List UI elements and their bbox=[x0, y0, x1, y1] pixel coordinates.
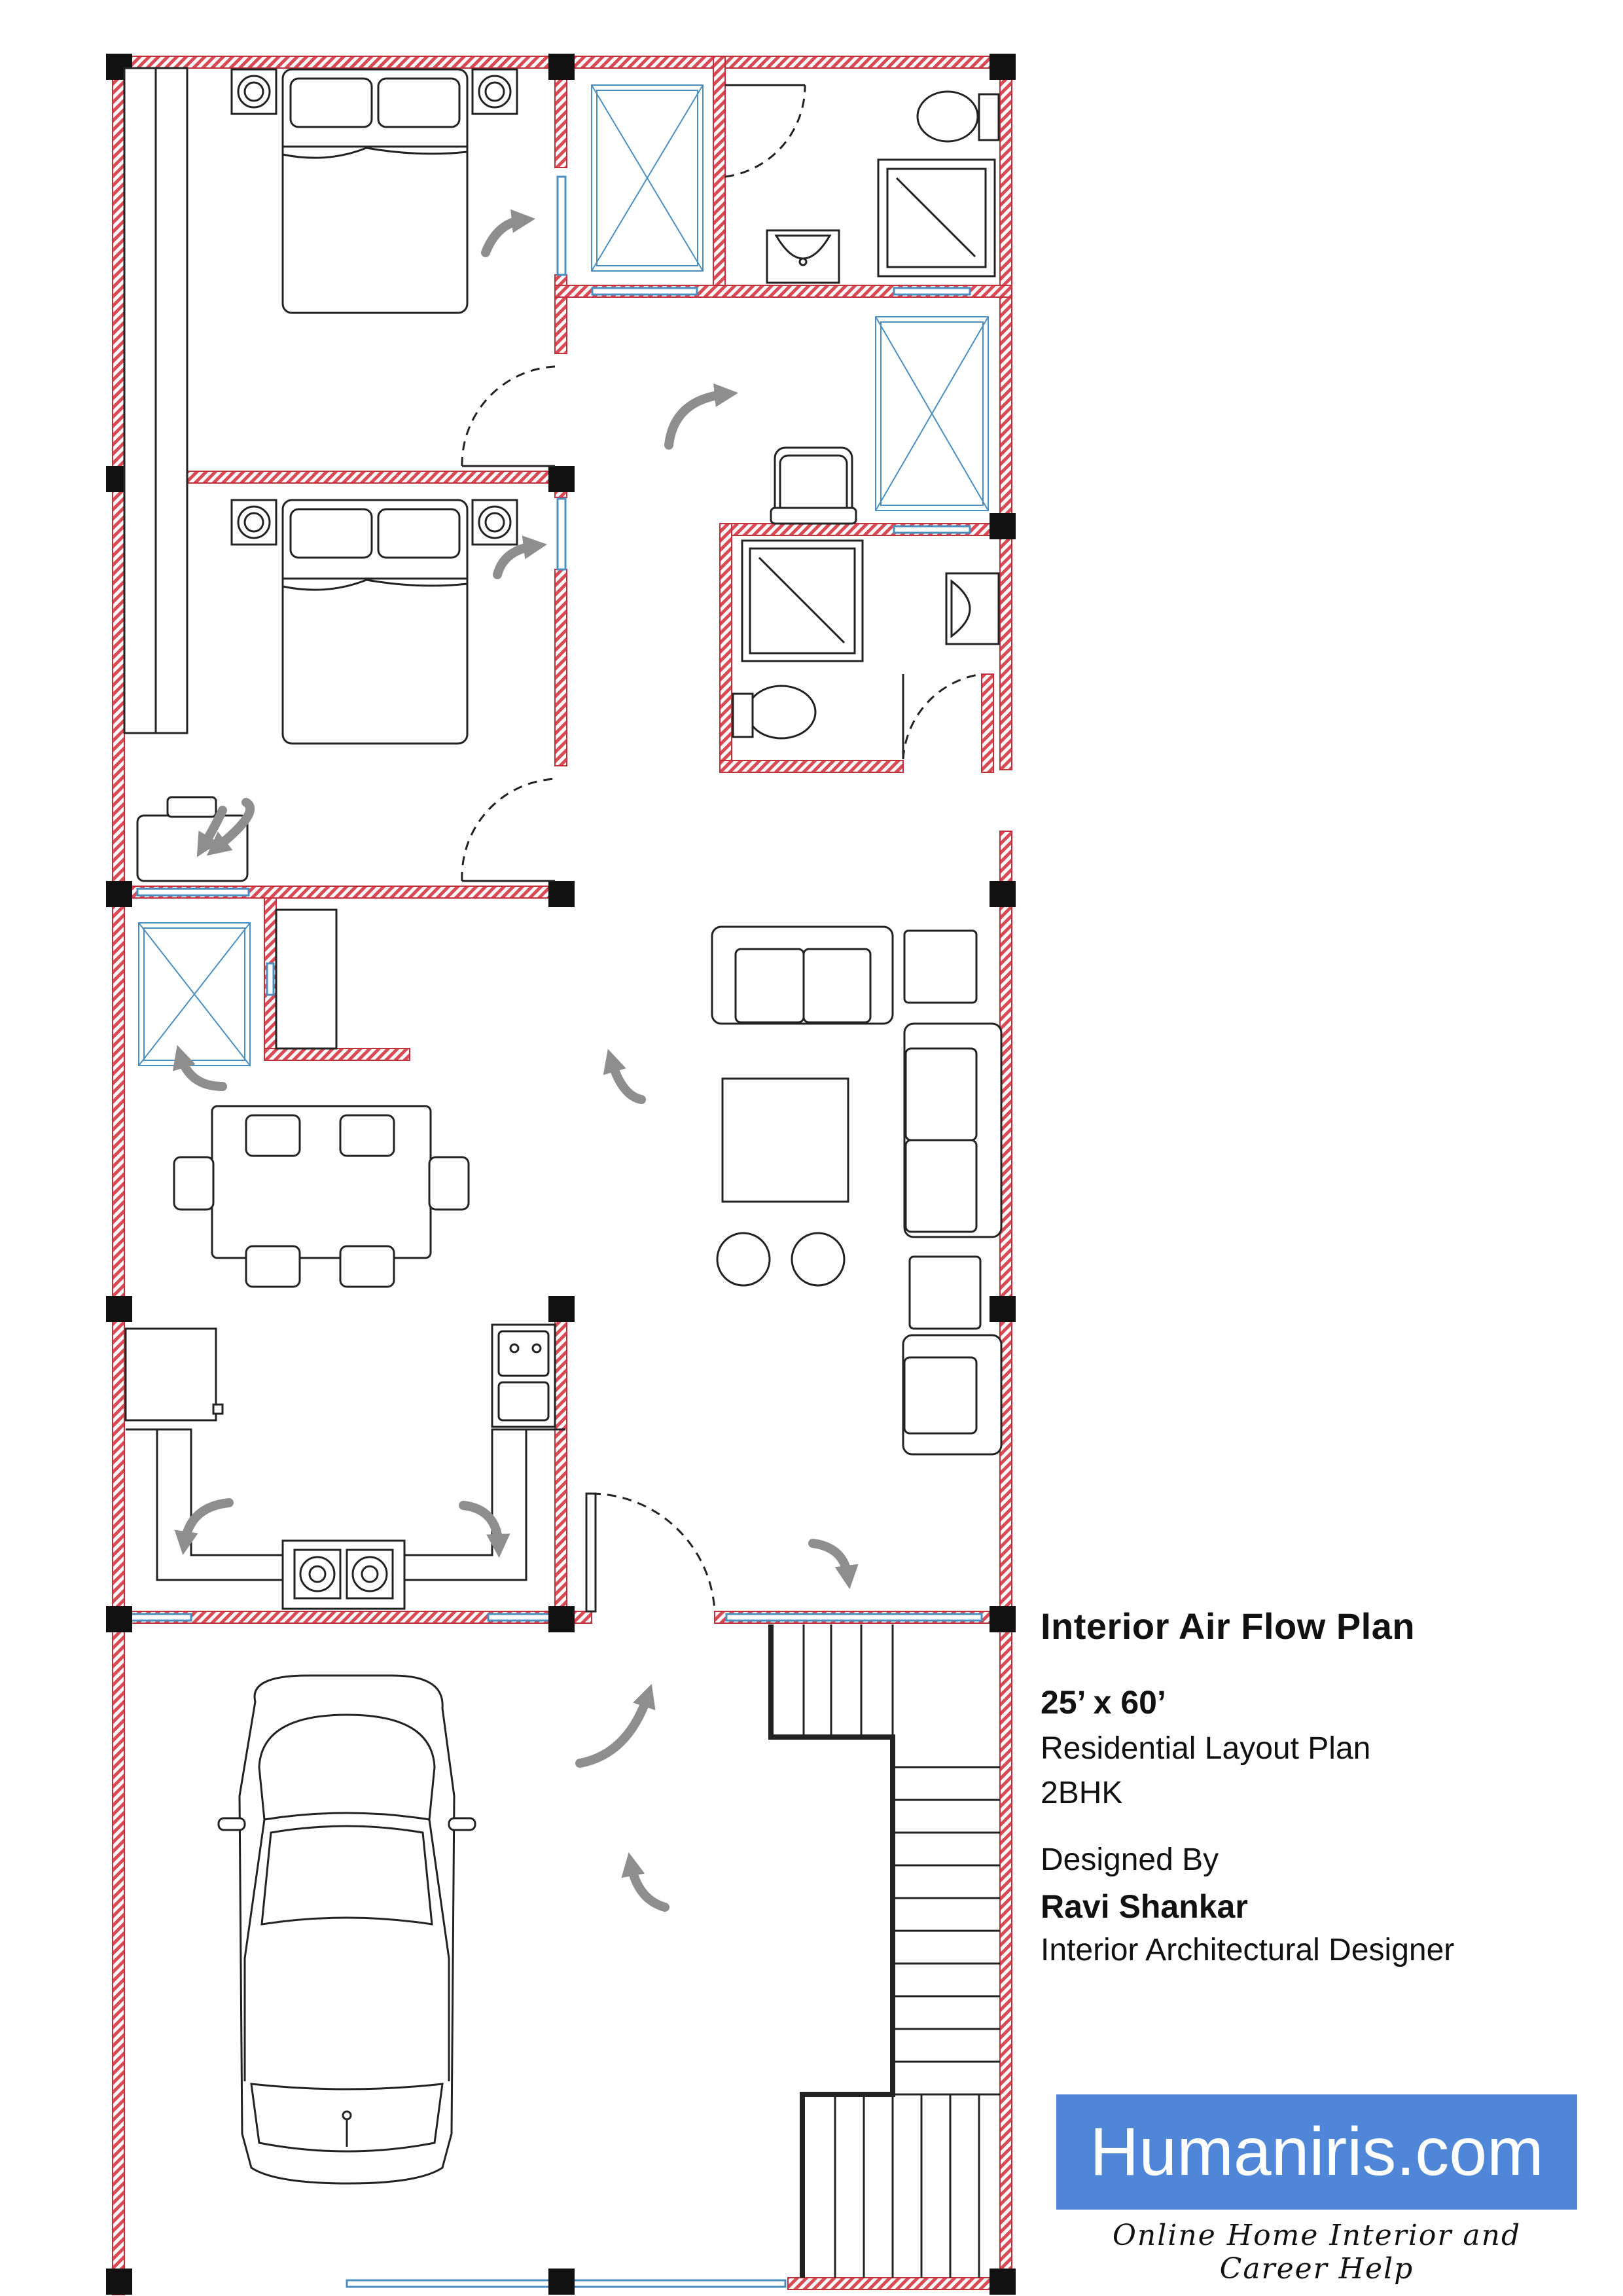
wall-toilet2-stub bbox=[982, 674, 993, 772]
plot-dimensions: 25’ x 60’ bbox=[1041, 1684, 1166, 1721]
plan-title: Interior Air Flow Plan bbox=[1041, 1605, 1416, 1647]
column bbox=[990, 2269, 1016, 2295]
pantry-cabinet bbox=[276, 910, 336, 1049]
designed-by-label: Designed By bbox=[1041, 1842, 1219, 1877]
door-bedroom-1 bbox=[462, 367, 555, 466]
column bbox=[106, 1296, 132, 1322]
toilet-1-fixtures bbox=[767, 92, 999, 283]
column bbox=[106, 1606, 132, 1632]
designer-role: Interior Architectural Designer bbox=[1041, 1933, 1455, 1967]
column bbox=[548, 1606, 575, 1632]
window-living bbox=[726, 1614, 982, 1621]
lobby-chair bbox=[771, 448, 856, 524]
sofa-set bbox=[712, 927, 1001, 1454]
airflow-arrow bbox=[486, 220, 524, 253]
airflow-arrow bbox=[580, 1695, 648, 1763]
bed-2 bbox=[232, 500, 517, 744]
wall-bottom-front bbox=[788, 2278, 1012, 2289]
skylight-lobby bbox=[876, 317, 988, 511]
door-bedroom-2 bbox=[462, 779, 555, 881]
door-toilet-2 bbox=[903, 674, 982, 759]
wall-outer-left bbox=[113, 56, 124, 2295]
wall-bed2-right-mid bbox=[555, 569, 567, 766]
window-bed2 bbox=[558, 499, 565, 569]
window-toilet1b bbox=[894, 288, 970, 295]
toilet-2-fixtures bbox=[733, 541, 999, 738]
column bbox=[990, 1606, 1016, 1632]
column bbox=[548, 54, 575, 80]
airflow-arrow bbox=[669, 394, 726, 445]
wall-outer-right bbox=[1000, 56, 1012, 770]
column bbox=[990, 1296, 1016, 1322]
furniture bbox=[124, 68, 1001, 2278]
airflow-arrow bbox=[611, 1060, 641, 1100]
staircase bbox=[771, 1624, 1000, 2278]
airflow-arrow bbox=[631, 1864, 665, 1907]
plan-type: Residential Layout Plan bbox=[1041, 1731, 1371, 1766]
skylight-dining bbox=[139, 923, 250, 1066]
window-pantry bbox=[267, 963, 274, 995]
brand-tagline: Online Home Interior and Career Help bbox=[1112, 2219, 1522, 2286]
wall-pantry-bottom bbox=[264, 1049, 410, 1060]
window-kitchen-1 bbox=[128, 1614, 191, 1621]
column bbox=[990, 881, 1016, 907]
column bbox=[106, 881, 132, 907]
window-dining bbox=[137, 889, 249, 895]
wall-kitchen-right bbox=[555, 1306, 567, 1614]
window-kitchen-2 bbox=[488, 1614, 552, 1621]
window-bed1 bbox=[558, 177, 565, 275]
airflow-arrow bbox=[463, 1505, 499, 1546]
wall-toilet2-left bbox=[720, 524, 732, 772]
designer-name: Ravi Shankar bbox=[1041, 1888, 1248, 1925]
wardrobe bbox=[124, 68, 187, 733]
skylight-toilet-1 bbox=[592, 85, 703, 271]
airflow-arrow bbox=[497, 546, 535, 575]
door-main-entry bbox=[586, 1494, 715, 1611]
configuration: 2BHK bbox=[1041, 1776, 1123, 1810]
column bbox=[990, 513, 1016, 539]
kitchen bbox=[126, 1325, 565, 1609]
column bbox=[548, 466, 575, 492]
column bbox=[548, 2269, 575, 2295]
airflow-arrow bbox=[813, 1543, 848, 1577]
bed-1 bbox=[232, 69, 517, 313]
wall-toilet2-bottom bbox=[720, 761, 903, 772]
door-toilet-1 bbox=[725, 85, 805, 177]
column bbox=[106, 2269, 132, 2295]
window-toilet2 bbox=[894, 526, 970, 533]
dining-table bbox=[174, 1106, 469, 1287]
brand-logo[interactable]: Humaniris.com bbox=[1056, 2094, 1577, 2210]
window-toilet1 bbox=[592, 288, 697, 295]
column bbox=[990, 54, 1016, 80]
wall-toilet1-left bbox=[713, 56, 725, 292]
column bbox=[548, 881, 575, 907]
column bbox=[548, 1296, 575, 1322]
car bbox=[219, 1676, 475, 2183]
